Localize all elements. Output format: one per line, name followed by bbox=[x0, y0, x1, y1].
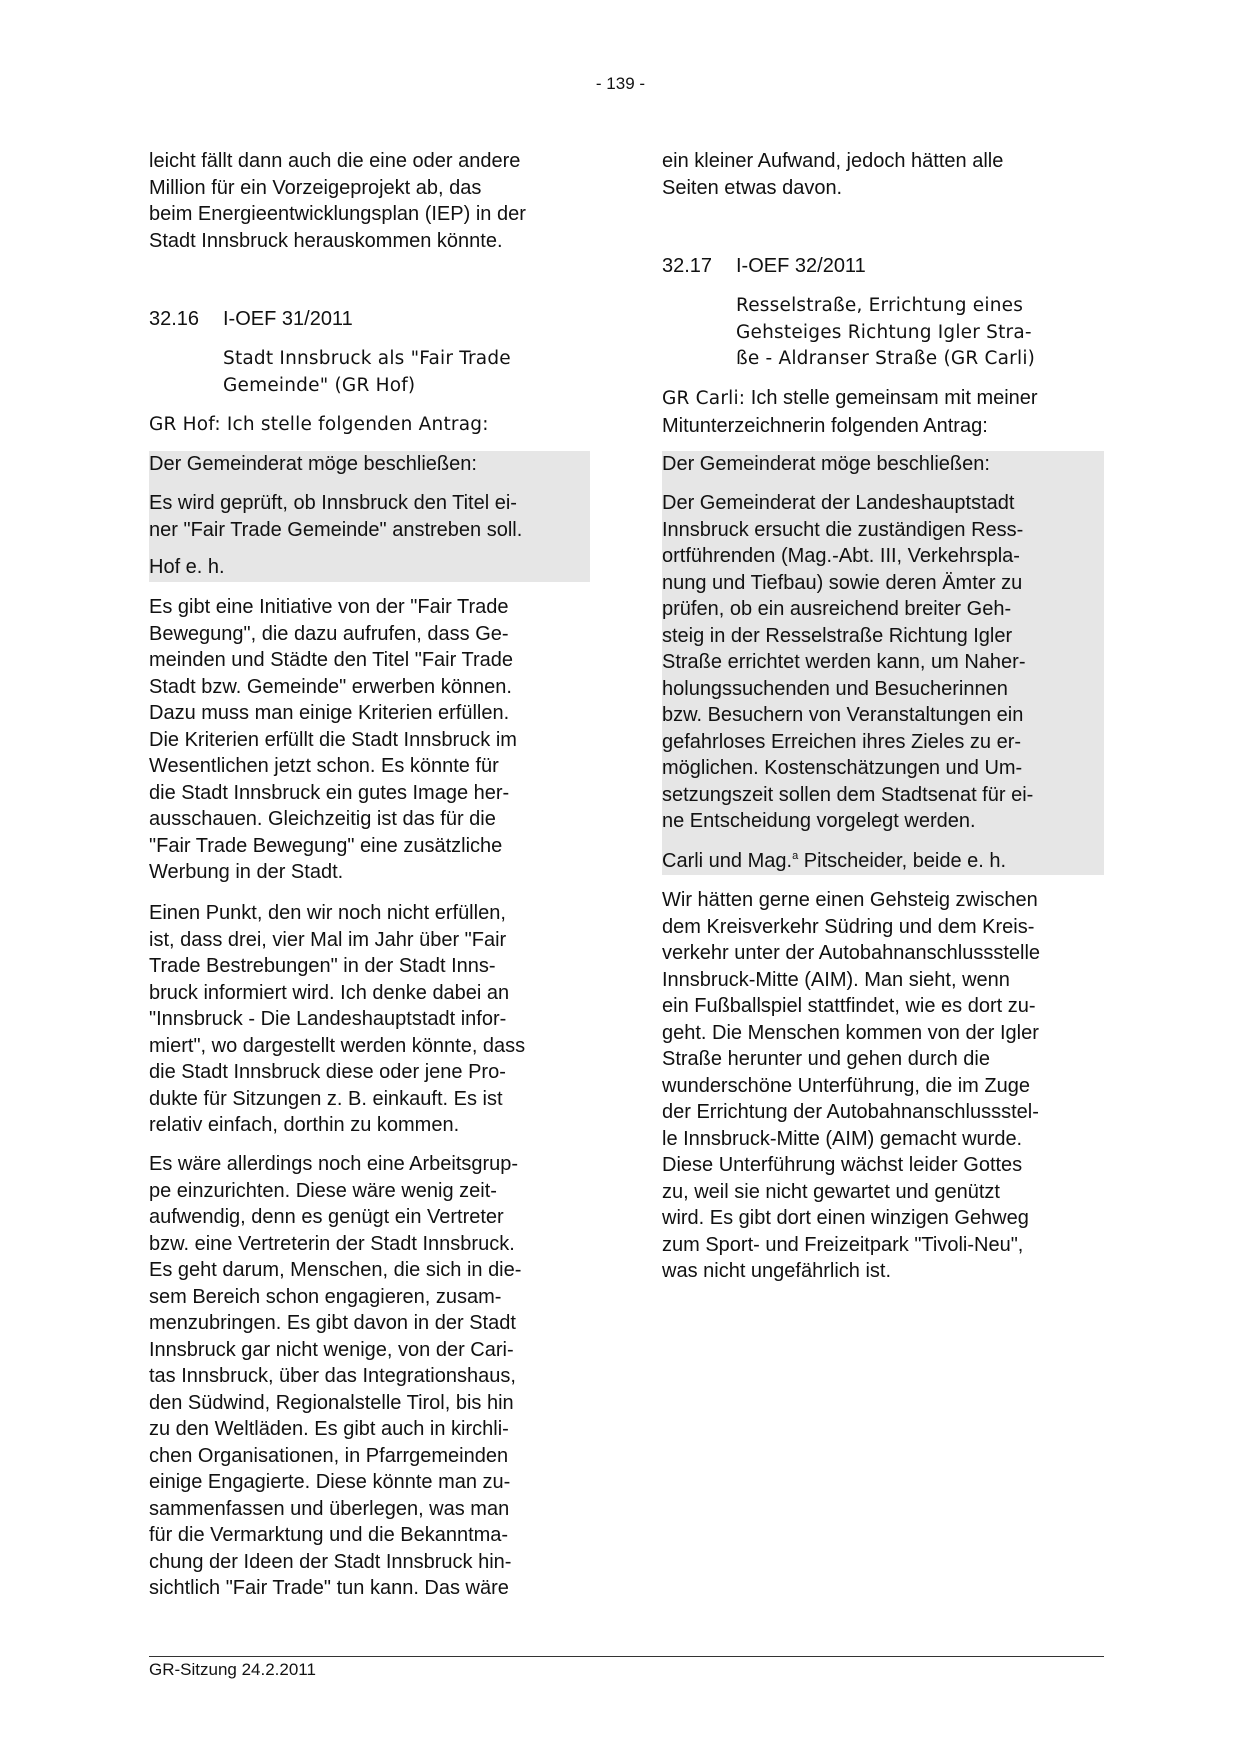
signature-text: Carli und Mag. bbox=[662, 850, 793, 872]
text-line: einige Engagierte. Diese könnte man zu- bbox=[149, 1471, 511, 1493]
text-line: zum Sport- und Freizeitpark "Tivoli-Neu", bbox=[662, 1233, 1024, 1256]
text-line: ein kleiner Aufwand, jedoch hätten alle bbox=[662, 150, 1004, 172]
item-code: I-OEF 31/2011 bbox=[223, 308, 353, 330]
left-paragraph-2 bbox=[149, 900, 590, 1139]
item-heading-32-17 bbox=[662, 253, 1104, 280]
right-intro-paragraph bbox=[662, 148, 1104, 201]
text-line: Trade Bestrebungen" in der Stadt Inns- bbox=[149, 955, 496, 977]
text-line: dukte für Sitzungen z. B. einkauft. Es ist bbox=[149, 1087, 503, 1110]
text-line: bzw. eine Vertreterin der Stadt Innsbruck. bbox=[149, 1232, 515, 1255]
page-number: - 139 - bbox=[595, 74, 646, 93]
speaker-line bbox=[662, 385, 1104, 439]
text-line: sem Bereich schon engagieren, zusam- bbox=[149, 1285, 502, 1308]
text-line: le Innsbruck-Mitte (AIM) gemacht wurde. bbox=[662, 1127, 1023, 1150]
text-line: möglichen. Kostenschätzungen und Um- bbox=[662, 757, 1023, 779]
text-line: nung und Tiefbau) sowie deren Ämter zu bbox=[662, 571, 1023, 594]
text-line: miert", wo dargestellt werden könnte, dass bbox=[149, 1034, 526, 1057]
motion-intro bbox=[149, 451, 590, 478]
text-line: dem Kreisverkehr Südring und dem Kreis- bbox=[662, 915, 1035, 938]
text-line: Hof e. h. bbox=[149, 556, 225, 578]
text-line: Werbung in der Stadt. bbox=[149, 861, 344, 883]
text-line: Resselstraße, Errichtung eines bbox=[736, 295, 1024, 316]
speaker-text: Ich stelle folgenden Antrag: bbox=[220, 414, 489, 435]
text-line: geht. Die Menschen kommen von der Igler bbox=[662, 1021, 1039, 1044]
text-line: steig in der Resselstraße Richtung Igler bbox=[662, 624, 1013, 647]
text-line: Gemeinde" (GR Hof) bbox=[223, 374, 416, 396]
text-line: Innsbruck ersucht die zuständigen Ress- bbox=[662, 518, 1024, 541]
text-line: die Stadt Innsbruck ein gutes Image her- bbox=[149, 781, 510, 804]
text-line: relativ einfach, dorthin zu kommen. bbox=[149, 1114, 460, 1136]
text-line: Dazu muss man einige Kriterien erfüllen. bbox=[149, 702, 510, 724]
item-number: 32.17 bbox=[662, 255, 713, 277]
text-line: Bewegung", die dazu aufrufen, dass Ge- bbox=[149, 622, 509, 645]
text-line: Der Gemeinderat möge beschließen: bbox=[662, 453, 990, 475]
speaker-text: Ich stelle gemeinsam mit meiner bbox=[745, 387, 1038, 409]
motion-text bbox=[662, 490, 1104, 835]
text-line: zu, weil sie nicht gewartet und genützt bbox=[662, 1180, 1000, 1203]
text-line: Es wäre allerdings noch eine Arbeitsgrup- bbox=[149, 1153, 519, 1175]
left-paragraph-1 bbox=[149, 594, 590, 886]
footer-text: GR-Sitzung 24.2.2011 bbox=[149, 1660, 316, 1679]
text-line: ner "Fair Trade Gemeinde" anstreben soll. bbox=[149, 518, 523, 541]
motion-intro bbox=[662, 451, 1104, 478]
text-line: wird. Es gibt dort einen winzigen Gehweg bbox=[662, 1207, 1029, 1229]
text-line: ortführenden (Mag.-Abt. III, Verkehrspla- bbox=[662, 545, 1020, 567]
speaker-label: GR Carli: bbox=[662, 388, 746, 409]
speaker-text-2: Mitunterzeichnerin folgenden Antrag: bbox=[662, 414, 988, 437]
text-line: ne Entscheidung vorgelegt werden. bbox=[662, 810, 976, 832]
text-line: Stadt Innsbruck als "Fair Trade bbox=[223, 348, 511, 369]
text-line: Seiten etwas davon. bbox=[662, 176, 843, 199]
text-line: was nicht ungefährlich ist. bbox=[662, 1260, 892, 1282]
text-line: ein Fußballspiel stattfindet, wie es dort zu- bbox=[662, 995, 1036, 1017]
text-line: verkehr unter der Autobahnanschlussstelle bbox=[662, 942, 1041, 964]
text-line: aufwendig, denn es genügt ein Vertreter bbox=[149, 1206, 504, 1228]
text-line: Diese Unterführung wächst leider Gottes bbox=[662, 1154, 1023, 1176]
text-line: Stadt Innsbruck herauskommen könnte. bbox=[149, 229, 503, 252]
text-line: menzubringen. Es gibt davon in der Stadt bbox=[149, 1312, 516, 1334]
item-title bbox=[736, 293, 1106, 373]
text-line: Straße errichtet werden kann, um Naher- bbox=[662, 651, 1026, 673]
text-line: für die Vermarktung und die Bekanntma- bbox=[149, 1524, 509, 1546]
text-line: ausschauen. Gleichzeitig ist das für die bbox=[149, 808, 496, 830]
text-line: der Errichtung der Autobahnanschlussstel- bbox=[662, 1101, 1039, 1123]
superscript: a bbox=[792, 850, 799, 862]
text-line: beim Energieentwicklungsplan (IEP) in der bbox=[149, 203, 526, 225]
left-intro-paragraph bbox=[149, 148, 590, 254]
text-line: setzungszeit sollen dem Stadtsenat für ei- bbox=[662, 783, 1034, 806]
text-line: Gehsteiges Richtung Igler Stra- bbox=[736, 321, 1032, 343]
text-line: tas Innsbruck, über das Integrationshaus, bbox=[149, 1365, 516, 1387]
text-line: meinden und Städte den Titel "Fair Trade bbox=[149, 649, 513, 671]
item-number: 32.16 bbox=[149, 308, 200, 330]
item-code: I-OEF 32/2011 bbox=[736, 255, 866, 277]
text-line: Stadt bzw. Gemeinde" erwerben können. bbox=[149, 675, 512, 698]
text-line: chung der Ideen der Stadt Innsbruck hin- bbox=[149, 1550, 512, 1573]
text-line: pe einzurichten. Diese wäre wenig zeit- bbox=[149, 1179, 497, 1202]
text-line: prüfen, ob ein ausreichend breiter Geh- bbox=[662, 598, 1012, 620]
text-line: Wir hätten gerne einen Gehsteig zwischen bbox=[662, 889, 1038, 911]
text-line: gefahrloses Erreichen ihres Zieles zu er- bbox=[662, 730, 1022, 753]
text-line: "Fair Trade Bewegung" eine zusätzliche bbox=[149, 834, 503, 857]
text-line: Der Gemeinderat der Landeshauptstadt bbox=[662, 492, 1015, 514]
text-line: ist, dass drei, vier Mal im Jahr über "Fair bbox=[149, 928, 507, 951]
left-paragraph-3 bbox=[149, 1151, 590, 1602]
text-line: sichtlich "Fair Trade" tun kann. Das wäre bbox=[149, 1577, 509, 1599]
text-line: Es gibt eine Initiative von der "Fair Trade bbox=[149, 596, 509, 618]
speaker-label: GR Hof: bbox=[149, 414, 221, 435]
text-line: sammenfassen und überlegen, was man bbox=[149, 1497, 510, 1520]
right-paragraph-1 bbox=[662, 887, 1104, 1285]
speaker-line bbox=[149, 411, 590, 439]
text-line: holungssuchenden und Besucherinnen bbox=[662, 677, 1008, 700]
text-line: bzw. Besuchern von Veranstaltungen ein bbox=[662, 704, 1024, 726]
footer-divider bbox=[149, 1656, 1104, 1657]
text-line: ße - Aldranser Straße (GR Carli) bbox=[736, 348, 1036, 369]
text-line: zu den Weltläden. Es gibt auch in kirchli- bbox=[149, 1418, 509, 1440]
text-line: Der Gemeinderat möge beschließen: bbox=[149, 453, 477, 475]
text-line: Wesentlichen jetzt schon. Es könnte für bbox=[149, 755, 499, 777]
text-line: Million für ein Vorzeigeprojekt ab, das bbox=[149, 176, 482, 199]
motion-text bbox=[149, 490, 590, 543]
signature-text: Pitscheider, beide e. h. bbox=[798, 850, 1007, 872]
item-heading-32-16 bbox=[149, 306, 590, 333]
text-line: Innsbruck gar nicht wenige, von der Cari- bbox=[149, 1338, 514, 1361]
text-line: Innsbruck-Mitte (AIM). Man sieht, wenn bbox=[662, 968, 1010, 991]
text-line: "Innsbruck - Die Landeshauptstadt infor- bbox=[149, 1008, 507, 1030]
motion-signature bbox=[662, 848, 1104, 875]
text-line: Es geht darum, Menschen, die sich in die- bbox=[149, 1259, 522, 1281]
motion-signature bbox=[149, 554, 590, 581]
text-line: Straße herunter und gehen durch die bbox=[662, 1048, 990, 1070]
text-line: leicht fällt dann auch die eine oder andere bbox=[149, 150, 521, 172]
text-line: chen Organisationen, in Pfarrgemeinden bbox=[149, 1444, 509, 1467]
text-line: Die Kriterien erfüllt die Stadt Innsbruck im bbox=[149, 728, 517, 751]
text-line: den Südwind, Regionalstelle Tirol, bis hin bbox=[149, 1391, 514, 1414]
item-title bbox=[223, 346, 593, 399]
text-line: die Stadt Innsbruck diese oder jene Pro- bbox=[149, 1061, 506, 1083]
text-line: Einen Punkt, den wir noch nicht erfüllen, bbox=[149, 902, 506, 924]
text-line: wunderschöne Unterführung, die im Zuge bbox=[662, 1074, 1030, 1097]
text-line: Es wird geprüft, ob Innsbruck den Titel ei- bbox=[149, 492, 517, 514]
text-line: bruck informiert wird. Ich denke dabei an bbox=[149, 981, 510, 1004]
